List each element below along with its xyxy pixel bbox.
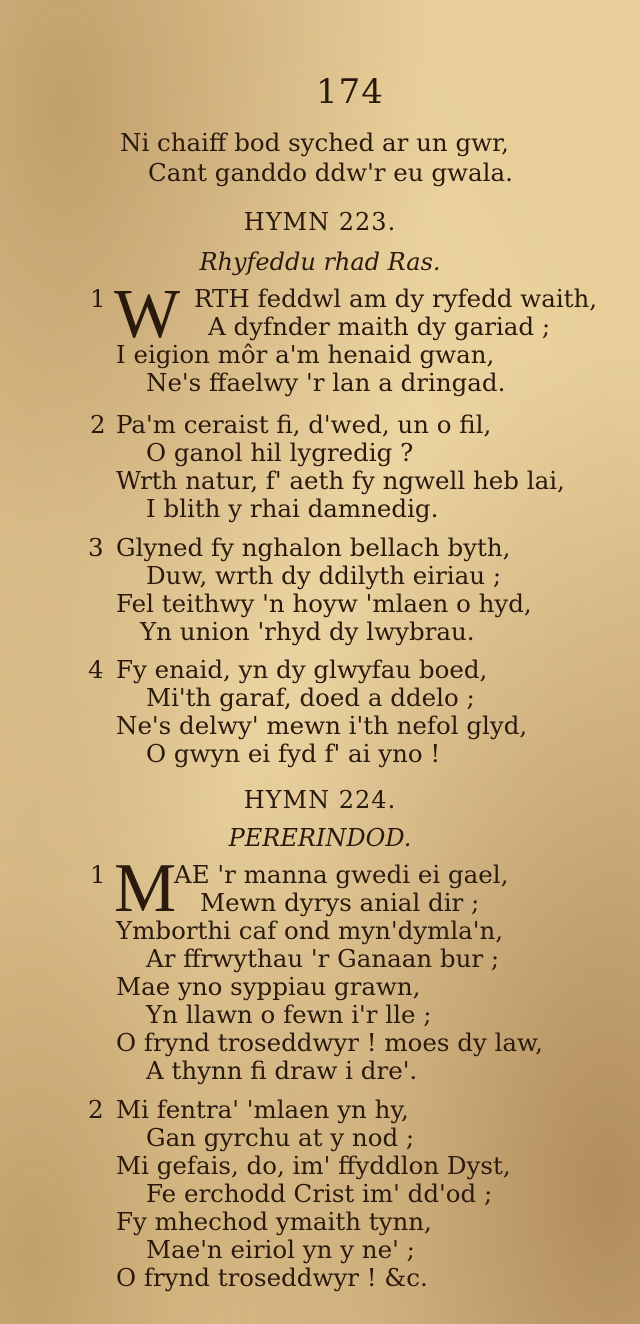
verse-line: Glyned fy nghalon bellach byth, (116, 533, 511, 562)
verse-line: Ne's delwy' mewn i'th nefol glyd, (116, 711, 528, 740)
verse-line: Fe erchodd Crist im' dd'od ; (146, 1179, 493, 1208)
verse-line: A thynn fi draw i dre'. (146, 1056, 418, 1085)
verse-line: Mae'n eiriol yn y ne' ; (146, 1235, 415, 1264)
top-line-1: Ni chaiff bod syched ar un gwr, (120, 128, 509, 157)
verse-line: O ganol hil lygredig ? (146, 438, 414, 467)
verse-number: 1 (90, 284, 106, 313)
verse-line: Fy mhechod ymaith tynn, (116, 1207, 432, 1236)
verse-line: A dyfnder maith dy gariad ; (208, 312, 551, 341)
verse-line: Pa'm ceraist fi, d'wed, un o fil, (116, 410, 492, 439)
page-number: 174 (316, 72, 384, 112)
top-line-2: Cant ganddo ddw'r eu gwala. (148, 158, 513, 187)
verse-line: Mi gefais, do, im' ffyddlon Dyst, (116, 1151, 511, 1180)
verse-line: Yn llawn o fewn i'r lle ; (146, 1000, 432, 1029)
verse-line: Yn union 'rhyd dy lwybrau. (140, 617, 475, 646)
verse-line: Ymborthi caf ond myn'dymla'n, (116, 916, 504, 945)
verse-line: RTH feddwl am dy ryfedd waith, (194, 284, 598, 313)
verse-number: 4 (88, 655, 104, 684)
verse-line: Wrth natur, f' aeth fy ngwell heb lai, (116, 466, 565, 495)
verse-line: Gan gyrchu at y nod ; (146, 1123, 415, 1152)
verse-line: Mewn dyrys anial dir ; (200, 888, 480, 917)
verse-line: Ar ffrwythau 'r Ganaan bur ; (146, 944, 500, 973)
hymn-224-subtitle: PERERINDOD. (228, 824, 412, 852)
drop-cap: W (114, 276, 181, 353)
hymn-224-title: HYMN 224. (243, 786, 397, 814)
verse-line: Ne's ffaelwy 'r lan a dringad. (146, 368, 506, 397)
verse-line: O frynd troseddwyr ! moes dy law, (116, 1028, 543, 1057)
verse-line: AE 'r manna gwedi ei gael, (174, 860, 509, 889)
verse-line: O gwyn ei fyd f' ai yno ! (146, 739, 441, 768)
drop-cap: M (114, 850, 177, 927)
verse-line: Fy enaid, yn dy glwyfau boed, (116, 655, 488, 684)
verse-line: I blith y rhai damnedig. (146, 494, 439, 523)
verse-number: 1 (90, 860, 106, 889)
verse-line: Mae yno syppiau grawn, (116, 972, 421, 1001)
hymn-223-subtitle: Rhyfeddu rhad Ras. (199, 248, 441, 276)
verse-number: 2 (88, 1095, 104, 1124)
verse-line: Mi'th garaf, doed a ddelo ; (146, 683, 475, 712)
verse-line: Fel teithwy 'n hoyw 'mlaen o hyd, (116, 589, 532, 618)
verse-line: O frynd troseddwyr ! &c. (116, 1263, 428, 1292)
verse-number: 2 (90, 410, 106, 439)
hymn-223-title: HYMN 223. (243, 208, 397, 236)
verse-number: 3 (88, 533, 104, 562)
verse-line: Duw, wrth dy ddilyth eiriau ; (146, 561, 502, 590)
verse-line: I eigion môr a'm henaid gwan, (116, 340, 495, 369)
verse-line: Mi fentra' 'mlaen yn hy, (116, 1095, 409, 1124)
